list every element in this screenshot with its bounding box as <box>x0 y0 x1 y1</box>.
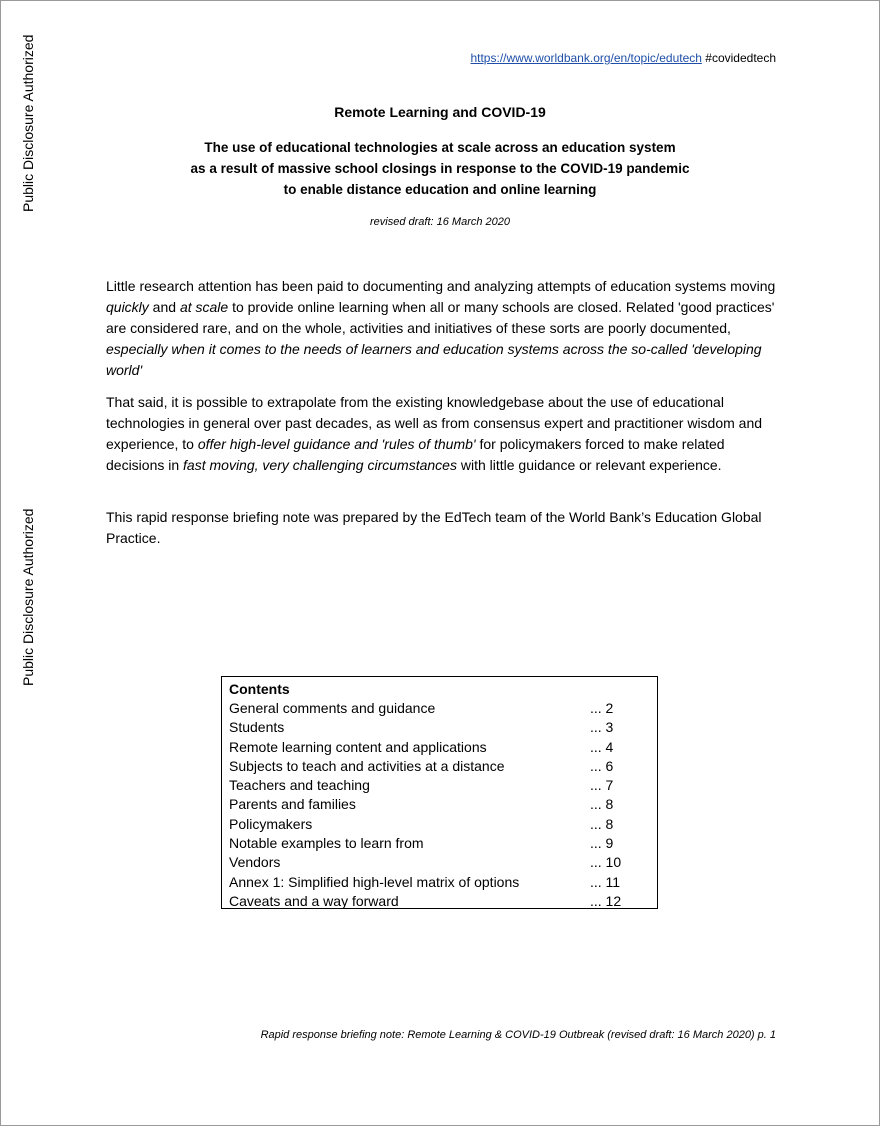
revised-draft-date: revised draft: 16 March 2020 <box>369 216 511 228</box>
header-link-line <box>470 51 776 65</box>
toc-entry-label: Notable examples to learn from <box>229 835 424 852</box>
toc-entry-page: ... 3 <box>590 719 614 736</box>
disclosure-label-top: Public Disclosure Authorized <box>20 34 36 212</box>
paragraph-guidance <box>106 392 776 476</box>
toc-entry[interactable] <box>229 834 650 853</box>
toc-entry[interactable] <box>229 892 650 911</box>
table-of-contents <box>221 676 658 909</box>
text-run: This rapid response briefing note was prepared by the EdTech team of the World Bank’s Education Global Practice. <box>106 509 762 546</box>
toc-entry-page: ... 6 <box>590 757 614 774</box>
toc-entry-label: Students <box>229 719 285 736</box>
toc-entry-label: Annex 1: Simplified high-level matrix of options <box>229 873 520 890</box>
toc-entry[interactable] <box>229 815 650 834</box>
toc-entry-page: ... 2 <box>590 700 614 716</box>
document-subtitle <box>0 137 880 200</box>
toc-entry-page: ... 8 <box>590 796 614 813</box>
emphasis-text: fast moving, very challenging circumstances <box>183 457 457 473</box>
toc-entry[interactable] <box>229 757 650 776</box>
toc-entry-page: ... 9 <box>590 835 614 852</box>
toc-entry[interactable] <box>229 718 650 737</box>
text-run: That said, it is possible to extrapolate from the existing knowledgebase about the use of educational technologies in general over past decades, as well as from consensus expert and practitioner wisdom and experience, to <box>106 394 763 452</box>
toc-list <box>229 699 650 911</box>
emphasis-text: at scale <box>179 299 229 315</box>
page-footer: Rapid response briefing note: Remote Learning & COVID-19 Outbreak (revised draft: 16 March 2020) p. 1 <box>260 1029 776 1041</box>
paragraph-text <box>106 507 776 549</box>
contents-title: Contents <box>229 681 290 697</box>
text-run: Little research attention has been paid to documenting and analyzing attempts of education systems moving <box>106 278 776 294</box>
toc-entry[interactable] <box>229 699 650 718</box>
toc-entry[interactable] <box>229 738 650 757</box>
hashtag: #covidedtech <box>705 51 776 65</box>
emphasis-text: quickly <box>106 299 149 315</box>
toc-entry-label: Parents and families <box>229 796 356 813</box>
toc-entry[interactable] <box>229 853 650 872</box>
toc-entry-page: ... 11 <box>590 873 621 890</box>
toc-entry-label: Subjects to teach and activities at a distance <box>229 757 505 774</box>
emphasis-text: especially when it comes to the needs of learners and education systems across the so-called 'developing world' <box>106 341 762 378</box>
toc-entry-page: ... 7 <box>590 777 614 794</box>
subtitle-line: as a result of massive school closings in response to the COVID-19 pandemic <box>190 161 690 176</box>
toc-entry-label: Caveats and a way forward <box>229 892 399 909</box>
document-title: Remote Learning and COVID-19 <box>334 104 546 120</box>
toc-entry-page: ... 12 <box>590 892 622 909</box>
toc-entry-page: ... 4 <box>590 738 614 755</box>
paragraph-text <box>106 276 776 381</box>
paragraph-intro <box>106 276 776 381</box>
emphasis-text: offer high-level guidance and 'rules of thumb' <box>197 436 476 452</box>
text-run: to provide online learning when all or many schools are closed. Related 'good practices' are considered rare, and on the whole, activities and initiatives of these sorts are poorly documented, <box>106 299 775 336</box>
toc-entry-page: ... 10 <box>590 854 622 871</box>
toc-entry[interactable] <box>229 873 650 892</box>
toc-entry-label: Teachers and teaching <box>229 777 370 794</box>
toc-entry-label: Vendors <box>229 854 281 871</box>
paragraph-text <box>106 392 776 476</box>
toc-entry[interactable] <box>229 795 650 814</box>
text-run: and <box>148 299 180 315</box>
edutech-link[interactable]: https://www.worldbank.org/en/topic/edutech <box>470 51 702 65</box>
toc-entry-label: Remote learning content and applications <box>229 738 487 755</box>
toc-entry-page: ... 8 <box>590 815 614 832</box>
toc-entry-label: General comments and guidance <box>229 700 436 716</box>
toc-entry[interactable] <box>229 776 650 795</box>
subtitle-line: The use of educational technologies at scale across an education system <box>204 140 676 155</box>
disclosure-label-bottom: Public Disclosure Authorized <box>20 508 36 686</box>
subtitle-line: to enable distance education and online learning <box>283 182 597 197</box>
text-run: for policymakers forced to make related decisions in <box>106 436 725 473</box>
paragraph-prepared-by <box>106 507 776 549</box>
text-run: with little guidance or relevant experience. <box>456 457 722 473</box>
toc-entry-label: Policymakers <box>229 815 313 832</box>
